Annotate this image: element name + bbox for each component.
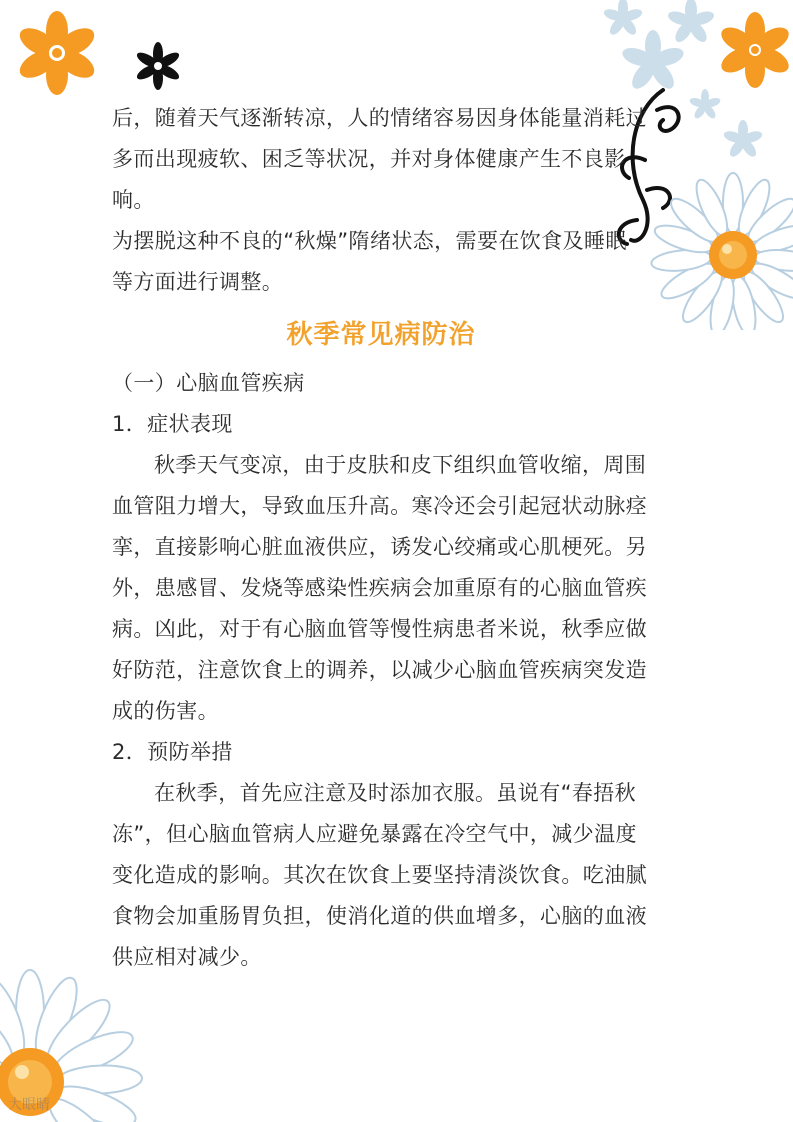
intro-line: 等方面进行调整。 <box>112 270 284 294</box>
paragraph-line: 病。凶此，对于有心脑血管等慢性病患者米说，秋季应做 <box>112 617 647 641</box>
paragraph-line: 在秋季，首先应注意及时添加衣服。虽说有“春捂秋 <box>154 781 637 805</box>
watermark: 大眼睛 <box>8 1096 50 1112</box>
point-heading: 1．症状表现 <box>112 412 233 436</box>
section-title: 秋季常见病防治 <box>286 320 476 350</box>
intro-line: 多而出现疲软、困乏等状况，并对身体健康产生不良影响。 <box>112 147 626 212</box>
point-heading: 2．预防举措 <box>112 740 233 764</box>
paragraph-line: 挛，直接影响心脏血液供应，诱发心绞痛或心肌梗死。另 <box>112 535 647 559</box>
paragraph-line: 变化造成的影响。其次在饮食上要坚持清淡饮食。吃油腻 <box>112 863 647 887</box>
article-body <box>112 98 650 978</box>
paragraph-line: 供应相对减少。 <box>112 945 262 969</box>
paragraph-line: 血管阻力增大，导致血压升高。寒冷还会引起冠状动脉痉 <box>112 494 647 518</box>
paragraph-line: 食物会加重肠胃负担，使消化道的供血增多，心脑的血液 <box>112 904 647 928</box>
intro-line: 为摆脱这种不良的“秋燥”隋绪状态，需要在饮食及睡眠 <box>112 229 627 253</box>
black-asterisk-flower-icon <box>132 40 184 92</box>
orange-flower-icon <box>12 8 102 98</box>
paragraph-line: 冻”，但心脑血管病人应避免暴露在冷空气中，减少温度 <box>112 822 637 846</box>
paragraph-line: 秋季天气变凉，由于皮肤和皮下组织血管收缩，周围 <box>154 453 647 477</box>
paragraph-line: 外，患感冒、发烧等感染性疾病会加重原有的心脑血管疾 <box>112 576 647 600</box>
subsection-heading: （一）心脑血管疾病 <box>112 371 305 395</box>
paragraph-line: 成的伤害。 <box>112 699 219 723</box>
paragraph-line: 好防范，注意饮食上的调养，以减少心脑血管疾病突发造 <box>112 658 647 682</box>
intro-line: 后，随着天气逐渐转凉，人的情绪容易因身体能量消耗过 <box>112 106 647 130</box>
